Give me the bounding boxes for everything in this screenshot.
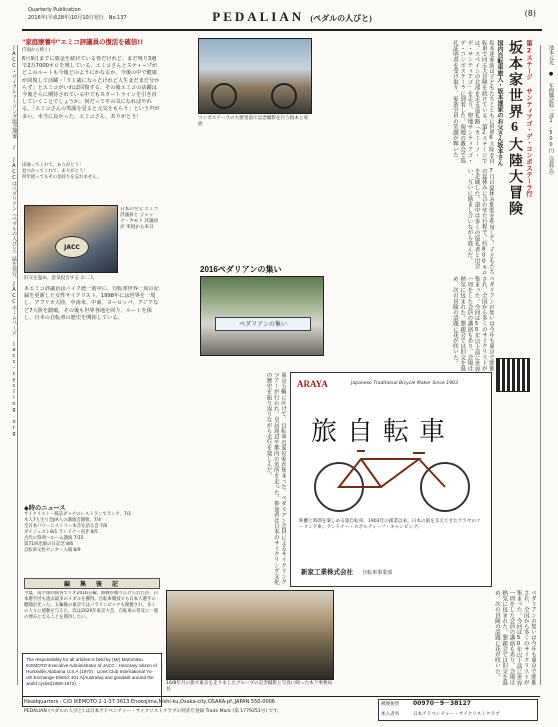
event-item: サイクリスト・探訪ダッチのレストランでランチ、7/1 <box>24 512 132 517</box>
side-column-left: JACC・サイクルツーリング協会理事 / JACCはペダリアン（ペダルの人びと）誌を発行。JACCホームページ jacc-cycling.org <box>4 45 18 685</box>
araya-brand: ARAYA <box>297 379 328 389</box>
postal-box <box>378 699 538 721</box>
meeting-title: 2016ペダリアンの集い <box>200 265 282 274</box>
araya-ad <box>290 372 492 587</box>
postal-number: 00970－9－38127 <box>413 700 471 707</box>
thanks-line: 田通ってくれて、ありがとう！ <box>22 163 84 168</box>
company-name: 新家工業株式会社 <box>301 568 353 576</box>
event-item: 古代の祭典〜ルーム講演 7/15 <box>24 536 84 541</box>
masthead <box>22 5 542 37</box>
araya-tagline: Japanese Traditional Bicycle Maker Since 1903 <box>351 381 458 386</box>
jacc-photo-caption-2: 旧交を温め、意気投合する お二人 <box>24 276 95 281</box>
qr-code <box>496 358 530 392</box>
left-subhead: (7面から続く) <box>22 48 51 53</box>
ad-company <box>301 559 487 578</box>
group-photo-caption: 16/8年月の旅で東京を走りましたグループの記念撮影と写真に映った木下事務局長 <box>166 681 333 692</box>
main-body: 坂本達家族は子どもたちとともに世界6大陸を自転車で回る大冒険を続けている。第2ステージでは、スペインの北部を走る巡礼路「カミーノ・デ・サンティアゴ」を走り、聖地サンティアゴ・デ・コンポステーラに到着した。現地の教会で巡礼証明書を受け取り、家族全員の笑顔が輝いた。 <box>451 40 494 164</box>
event-item: ダイジェスト8/1 ランドナー向き 8/5 <box>24 530 98 535</box>
event-header: ◆時のニュース <box>24 505 66 512</box>
group-photo <box>166 590 334 680</box>
araya-logo <box>297 379 328 389</box>
ad-headline: 旅自転車 <box>311 417 456 446</box>
postal-label: 郵便振替 <box>381 702 400 707</box>
event-item: 第71回出版の日記念 8/6 <box>24 542 74 547</box>
family-photo <box>198 38 312 114</box>
left-headline: "家庭療養中"エミコ評議員の復活を確信!! <box>22 38 144 46</box>
main-series: 第2ステージ サンティアゴ・デ・コンポステーラ行 <box>525 40 533 197</box>
family-photo-caption: コンポステーラの大聖堂前で記念撮影を行う坂本と家族 <box>198 116 309 127</box>
thanks-lines <box>22 163 160 181</box>
publication-type: Quarterly Publication <box>28 7 81 13</box>
left-body: 6月9日までに募金を続けている皆だけれど、まだ残り3週で2万7000キロを残している。エミコさんとスティーブがどこのルートも今後どのようにかなるか、今後の中で健康が回復して活躍・「５１歳になったけれど人生まだまだ分からず」とエミコがいれば回復する、その後エミコの活躍は今後さらに期待されている中でもスタートラインを引き直していくことでしょうか。何だってその気になればやれる。「エミコさんの笑顔を見ると元気をもらう」という声が多い。本当に良かった、エミコさん、ありがとう！ <box>22 56 160 120</box>
editor-note <box>24 578 160 650</box>
footer-tagline: PEDALIAN (ペダルの人びと) は日本アドベンチャー・サイクリストクラブの特許庁登録 Trade Mark (第 1779251号) です。 <box>24 709 282 714</box>
left-lower-body: 本エミコ評議員はバイク歴一筋中に、自転車世界一周の記録を更新した女性サイクリスト。1998年には世界を一周し、アフリカ大陸、中南米、中東、ヨーロッパ、アジアなど7大陸を踏破。その後も世界各地を回り、ルートを探し、日本の自転車の歴史を開拓している。 <box>24 286 159 321</box>
event-item: 全日本パワーヒストリー本音を語る会 7/8 <box>24 524 108 529</box>
page-number: (8) <box>524 9 536 18</box>
masthead-title <box>172 9 412 25</box>
account-name: 日本アドベンチャー・サイクリストクラブ <box>413 712 500 717</box>
title-sub: (ペダルの人びと) <box>310 14 372 23</box>
editor-body: 今夏、南半球四国各でリオ2016五輪。熱戦が繰り広げられたが、日本選手団も過去最多のメダルを獲得。自転車競技でも日本人選手の健闘が光った。五輪後の東京ではパラリンピックも開催され、多くの人々に感動を与えた。次は2020年東京大会、自転車の普及に一層の弾みとなることを期待したい。 <box>24 591 159 620</box>
footer <box>22 696 540 724</box>
meeting-photo <box>200 276 324 356</box>
title-main: PEDALIAN <box>212 9 305 24</box>
account-label: 加入者名 <box>381 712 400 717</box>
event-section <box>24 503 160 583</box>
bicycle-shape <box>211 83 237 109</box>
bicycle-illustration <box>301 447 483 515</box>
company-sub: 自転車事業部 <box>362 570 393 576</box>
thanks-line: 何年経ってもその気持ちを忘れません。 <box>22 175 102 180</box>
meeting-banner: ペダリアンの集い <box>215 317 311 331</box>
side-column-right: 池本元光 ● 年間購読料一部1,500円（送料込） <box>540 45 554 685</box>
ad-copy: 距離と時間を楽しめる旅自転車。1903年の創業以来、日本の旅を支えてきたアラヤのツーリング車。ランドナー・スポルティーフ・キャンピング。 <box>299 519 481 530</box>
jacc-photo <box>24 205 118 273</box>
main-byline: 国内自転車旅人・坂本達家のお父さん坂本さん <box>496 40 503 166</box>
disclaimer-text: The responsibility for all articles is held by (Mr) Motomitsu IKEMOTO Executive Administrator of JACC : Honorary citizen of Huntsville,Alabama U.S.A (1970) : Lions Club International Yo-uth Exchange-District 301 A(Australia) and goodwill around the world cyclist(1968-1972) <box>26 657 157 686</box>
footer-hq: Headquarters : C/O IKEMOTO 2-1-37-3613 Enokojima,Nishi-ku,Osaka-city,OSAKA-pf.,JAPAN 550-0006 <box>24 699 275 705</box>
bottom-right-body: ペダリアンの集いは今年も東京で開催され、全国から多くのサイクリストが集まった。今回は50年以上前に世界一周をした会員の講演もあり、会場は熱気に包まれた。懇親会では旧交を温め、次の冒険の話題に花が咲いた。 <box>493 590 536 686</box>
main-body-2: 7月の夏休み期間を利用して、子どもたちの夏休みに合わせた行程で、約800キロを走破した。道中は多くの巡礼者と出会い、互いに励まし合いながら進んだ。 <box>466 168 494 276</box>
bicycle-shape <box>271 83 297 109</box>
masthead-rule <box>22 29 542 31</box>
jacc-logo: JACC <box>55 236 89 258</box>
main-headline: 坂本家世界6大陸大冒険 <box>507 40 522 217</box>
jacc-photo-caption: 日本の至宝 エミコ評議員と ジャック・カモト 評議員が 米国から来日 <box>120 207 159 230</box>
event-item: 自転車文化センター入場 8/9 <box>24 548 81 553</box>
event-item: 木人7人生り会JIA人の講演会開催、7/4 <box>24 518 101 523</box>
thanks-line: 見つかってくれて、ありがとう！ <box>22 169 88 174</box>
meeting-body: ペダリアンの集いは今年も東京で開催され、全国から多くのサイクリストが集まった。今回は50年以上前に世界一周をした会員の講演もあり、会場は熱気に包まれた。懇親会では旧交を温め、次の冒険の話題に花が咲いた。 <box>451 276 494 372</box>
editor-header: 編 集 後 記 <box>24 578 160 589</box>
bottom-article-body: 東京五輪に向けて、自転車の愛好家が集まった。ペダリアン会員によるサイクリングツアーが行われ、皇居周辺や都内の名所を走った。参加者は日本のサイクリング文化の歴史を振り返りながら走行を楽しんだ。 <box>265 372 286 585</box>
issue-line: 2016年(平成28年)10月10日発行 No.137 <box>28 15 127 21</box>
